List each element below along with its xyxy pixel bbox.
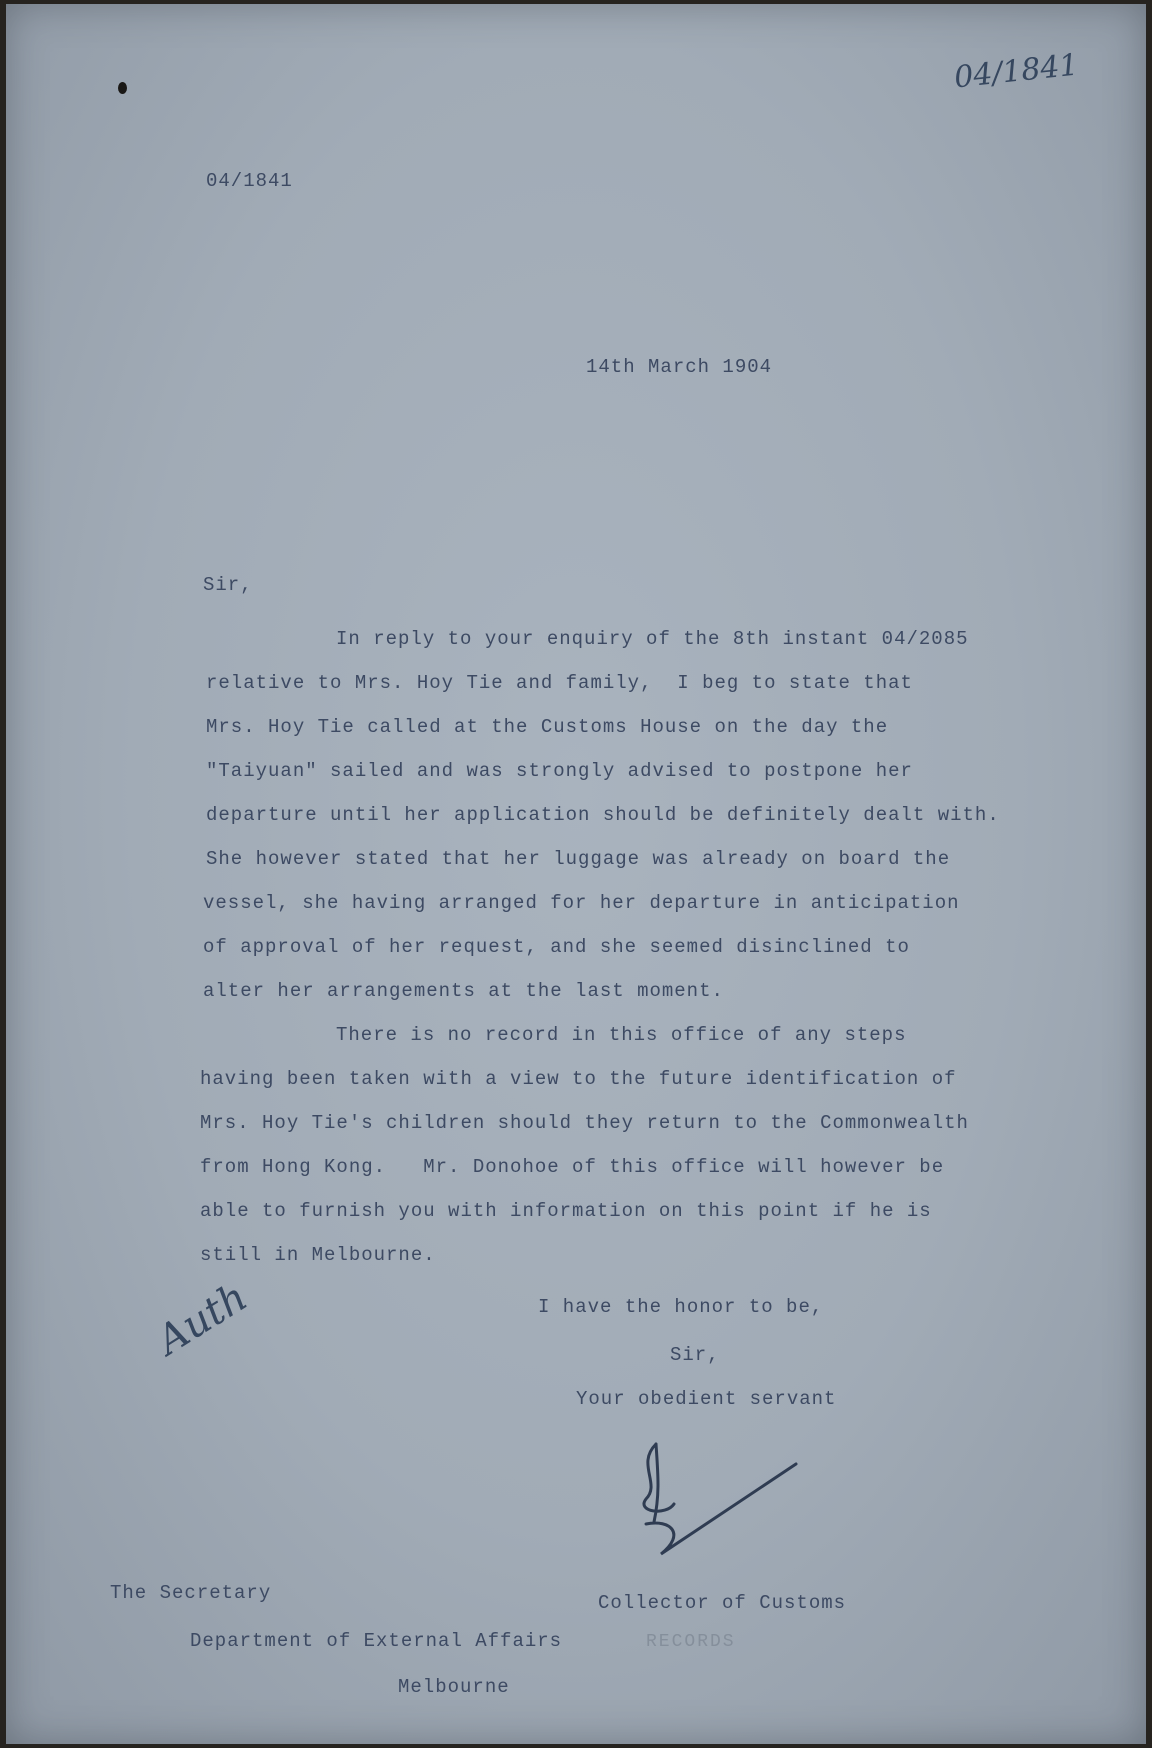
paragraph-line: vessel, she having arranged for her departure in anticipation bbox=[203, 892, 960, 914]
punch-hole-mark bbox=[118, 82, 127, 94]
paragraph-line: relative to Mrs. Hoy Tie and family, I beg to state that bbox=[206, 672, 913, 694]
signature-stroke bbox=[616, 1424, 816, 1574]
handwritten-file-reference: 04/1841 bbox=[952, 47, 1081, 96]
paragraph-line: able to furnish you with information on this point if he is bbox=[200, 1200, 932, 1222]
paragraph-line: of approval of her request, and she seemed disinclined to bbox=[203, 936, 910, 958]
typed-file-reference: 04/1841 bbox=[206, 170, 293, 192]
paragraph-line: still in Melbourne. bbox=[200, 1244, 436, 1266]
salutation: Sir, bbox=[203, 574, 253, 596]
closing-line-servant: Your obedient servant bbox=[576, 1388, 837, 1410]
closing-line-honor: I have the honor to be, bbox=[538, 1296, 824, 1318]
paragraph-line: She however stated that her luggage was already on board the bbox=[206, 848, 951, 870]
signatory-title: Collector of Customs bbox=[598, 1592, 847, 1614]
paragraph-line: "Taiyuan" sailed and was strongly advised to postpone her bbox=[206, 760, 913, 782]
letter-page bbox=[6, 4, 1146, 1744]
paragraph-line: There is no record in this office of any steps bbox=[336, 1024, 907, 1046]
faded-stamp: RECORDS bbox=[646, 1632, 736, 1652]
margin-initials: Auth bbox=[149, 1273, 256, 1365]
paragraph-line: from Hong Kong. Mr. Donohoe of this office will however be bbox=[200, 1156, 945, 1178]
signature bbox=[616, 1424, 816, 1574]
addressee-city: Melbourne bbox=[398, 1676, 510, 1698]
paragraph-line: having been taken with a view to the future identification of bbox=[200, 1068, 957, 1090]
paragraph-line: alter her arrangements at the last moment. bbox=[203, 980, 724, 1002]
paragraph-line: Mrs. Hoy Tie's children should they return to the Commonwealth bbox=[200, 1112, 969, 1134]
letter-date: 14th March 1904 bbox=[586, 356, 773, 378]
addressee-department: Department of External Affairs bbox=[190, 1630, 563, 1652]
paragraph-line: Mrs. Hoy Tie called at the Customs House on the day the bbox=[206, 716, 889, 738]
paragraph-line: In reply to your enquiry of the 8th instant 04/2085 bbox=[336, 628, 969, 650]
addressee-title: The Secretary bbox=[110, 1582, 272, 1604]
paragraph-line: departure until her application should be definitely dealt with. bbox=[206, 804, 1000, 826]
closing-line-sir: Sir, bbox=[670, 1344, 720, 1366]
